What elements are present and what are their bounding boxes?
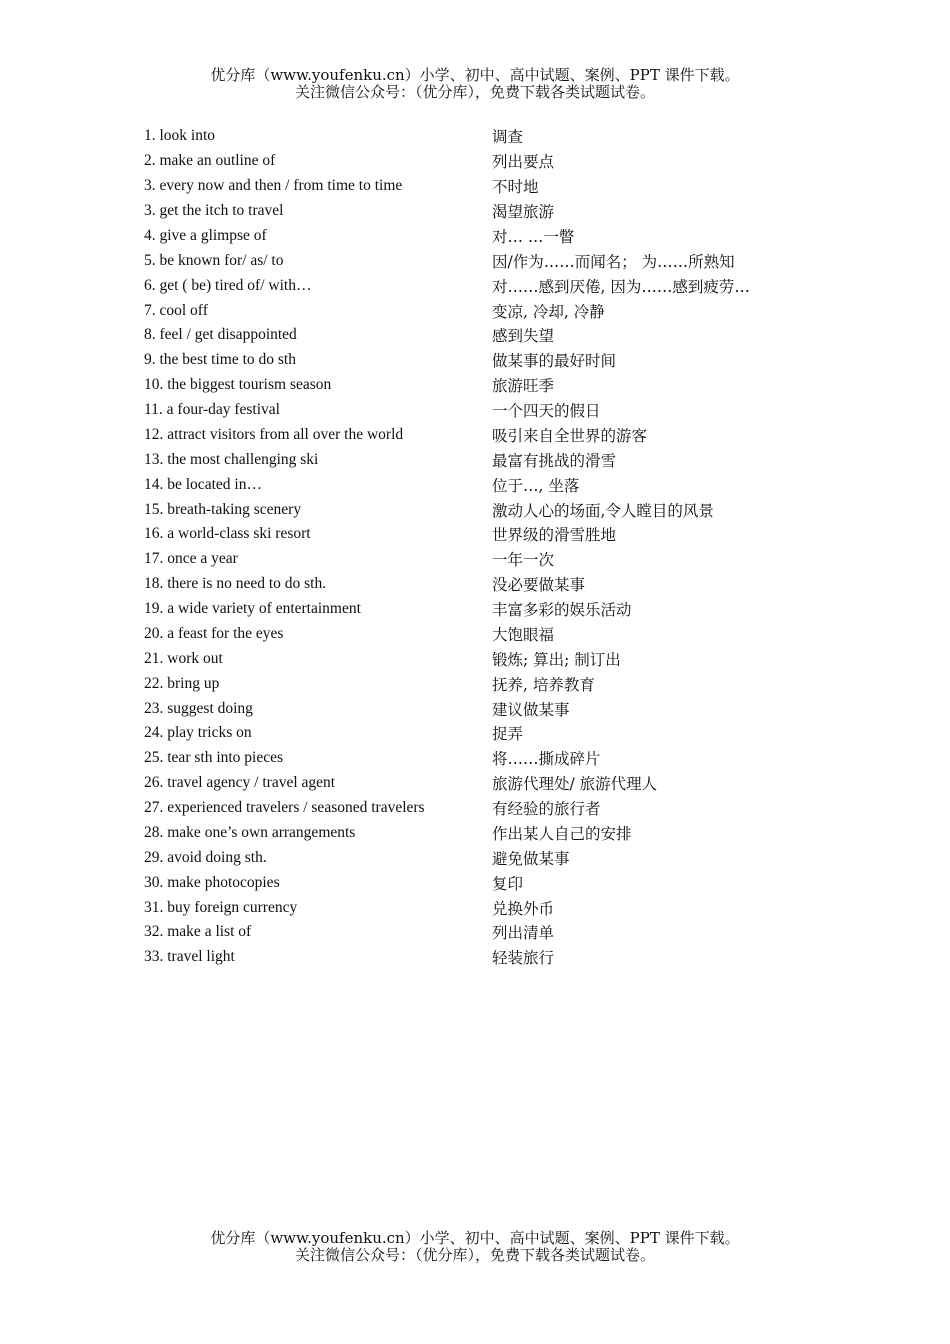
vocab-row <box>144 746 864 771</box>
page-header <box>0 67 950 101</box>
chinese-meaning: 作出某人自己的安排 <box>492 824 632 843</box>
chinese-meaning: 感到失望 <box>492 327 555 346</box>
english-phrase: 6. get ( be) tired of/ with… <box>144 276 312 294</box>
english-phrase: 19. a wide variety of entertainment <box>144 600 361 618</box>
vocab-row <box>144 945 864 970</box>
vocab-row <box>144 522 864 547</box>
header-line-1: 优分库（www.youfenku.cn）小学、初中、高中试题、案例、PPT 课件下载。 <box>210 66 740 84</box>
vocab-row <box>144 771 864 796</box>
english-phrase: 10. the biggest tourism season <box>144 376 332 394</box>
english-phrase: 11. a four-day festival <box>144 401 280 419</box>
vocab-row <box>144 472 864 497</box>
english-phrase: 33. travel light <box>144 948 235 966</box>
vocab-row <box>144 796 864 821</box>
chinese-meaning: 旅游旺季 <box>492 377 555 396</box>
english-phrase: 7. cool off <box>144 301 208 319</box>
chinese-meaning: 变凉, 冷却, 冷静 <box>492 302 605 321</box>
vocabulary-list <box>144 124 864 970</box>
chinese-meaning: 做某事的最好时间 <box>492 352 617 371</box>
english-phrase: 22. bring up <box>144 674 220 692</box>
vocab-row <box>144 298 864 323</box>
english-phrase: 32. make a list of <box>144 923 252 941</box>
vocab-row <box>144 199 864 224</box>
english-phrase: 25. tear sth into pieces <box>144 749 284 767</box>
vocab-row <box>144 845 864 870</box>
chinese-meaning: 调查 <box>492 128 524 147</box>
english-phrase: 12. attract visitors from all over the world <box>144 425 404 443</box>
vocab-row <box>144 149 864 174</box>
chinese-meaning: 列出清单 <box>492 924 555 943</box>
chinese-meaning: 抚养, 培养教育 <box>492 675 595 694</box>
english-phrase: 5. be known for/ as/ to <box>144 251 284 269</box>
english-phrase: 15. breath-taking scenery <box>144 500 302 518</box>
english-phrase: 1. look into <box>144 127 216 145</box>
vocab-row <box>144 671 864 696</box>
chinese-meaning: 一年一次 <box>492 551 555 570</box>
vocab-row <box>144 174 864 199</box>
english-phrase: 18. there is no need to do sth. <box>144 575 327 593</box>
english-phrase: 27. experienced travelers / seasoned travelers <box>144 799 425 817</box>
english-phrase: 20. a feast for the eyes <box>144 624 284 642</box>
vocab-row <box>144 721 864 746</box>
vocab-row <box>144 622 864 647</box>
chinese-meaning: 兑换外币 <box>492 899 555 918</box>
chinese-meaning: 因/作为……而闻名； 为……所熟知 <box>492 252 735 271</box>
vocab-row <box>144 423 864 448</box>
vocab-row <box>144 323 864 348</box>
chinese-meaning: 对……感到厌倦, 因为……感到疲劳… <box>492 277 750 296</box>
english-phrase: 31. buy foreign currency <box>144 898 298 916</box>
english-phrase: 3. get the itch to travel <box>144 202 284 220</box>
english-phrase: 24. play tricks on <box>144 724 252 742</box>
english-phrase: 4. give a glimpse of <box>144 226 267 244</box>
english-phrase: 13. the most challenging ski <box>144 450 319 468</box>
vocab-row <box>144 547 864 572</box>
chinese-meaning: 位于…, 坐落 <box>492 476 580 495</box>
english-phrase: 9. the best time to do sth <box>144 351 296 369</box>
vocab-row <box>144 597 864 622</box>
chinese-meaning: 复印 <box>492 874 524 893</box>
vocab-row <box>144 895 864 920</box>
chinese-meaning: 对… …一瞥 <box>492 227 575 246</box>
english-phrase: 26. travel agency / travel agent <box>144 774 336 792</box>
english-phrase: 8. feel / get disappointed <box>144 326 297 344</box>
vocab-row <box>144 497 864 522</box>
chinese-meaning: 将……撕成碎片 <box>492 750 601 769</box>
chinese-meaning: 旅游代理处/ 旅游代理人 <box>492 775 658 794</box>
chinese-meaning: 轻装旅行 <box>492 949 555 968</box>
vocab-row <box>144 124 864 149</box>
english-phrase: 21. work out <box>144 649 223 667</box>
chinese-meaning: 捉弄 <box>492 725 524 744</box>
chinese-meaning: 锻炼; 算出; 制订出 <box>492 650 621 669</box>
english-phrase: 30. make photocopies <box>144 873 280 891</box>
chinese-meaning: 激动人心的场面,令人瞠目的风景 <box>492 501 714 520</box>
chinese-meaning: 列出要点 <box>492 153 555 172</box>
vocab-row <box>144 821 864 846</box>
vocab-row <box>144 348 864 373</box>
english-phrase: 3. every now and then / from time to time <box>144 177 403 195</box>
chinese-meaning: 一个四天的假日 <box>492 402 601 421</box>
chinese-meaning: 吸引来自全世界的游客 <box>492 426 648 445</box>
chinese-meaning: 没必要做某事 <box>492 576 586 595</box>
english-phrase: 14. be located in… <box>144 475 262 493</box>
vocab-row <box>144 248 864 273</box>
chinese-meaning: 丰富多彩的娱乐活动 <box>492 601 632 620</box>
chinese-meaning: 避免做某事 <box>492 849 570 868</box>
chinese-meaning: 最富有挑战的滑雪 <box>492 451 617 470</box>
chinese-meaning: 世界级的滑雪胜地 <box>492 526 617 545</box>
vocab-row <box>144 646 864 671</box>
vocab-row <box>144 273 864 298</box>
footer-line-2: 关注微信公众号：（优分库），免费下载各类试题试卷。 <box>294 1246 655 1264</box>
page-footer <box>0 1230 950 1264</box>
vocab-row <box>144 398 864 423</box>
vocab-row <box>144 447 864 472</box>
chinese-meaning: 大饱眼福 <box>492 625 555 644</box>
vocab-row <box>144 920 864 945</box>
chinese-meaning: 不时地 <box>492 178 539 197</box>
english-phrase: 2. make an outline of <box>144 152 276 170</box>
footer-line-1: 优分库（www.youfenku.cn）小学、初中、高中试题、案例、PPT 课件下载。 <box>210 1229 740 1247</box>
vocab-row <box>144 870 864 895</box>
header-line-2: 关注微信公众号：（优分库），免费下载各类试题试卷。 <box>294 83 655 101</box>
english-phrase: 23. suggest doing <box>144 699 253 717</box>
vocab-row <box>144 696 864 721</box>
chinese-meaning: 有经验的旅行者 <box>492 800 601 819</box>
chinese-meaning: 渴望旅游 <box>492 203 555 222</box>
vocab-row <box>144 224 864 249</box>
english-phrase: 16. a world-class ski resort <box>144 525 311 543</box>
english-phrase: 28. make one’s own arrangements <box>144 823 356 841</box>
vocab-row <box>144 572 864 597</box>
english-phrase: 17. once a year <box>144 550 238 568</box>
vocab-row <box>144 373 864 398</box>
english-phrase: 29. avoid doing sth. <box>144 848 267 866</box>
chinese-meaning: 建议做某事 <box>492 700 570 719</box>
